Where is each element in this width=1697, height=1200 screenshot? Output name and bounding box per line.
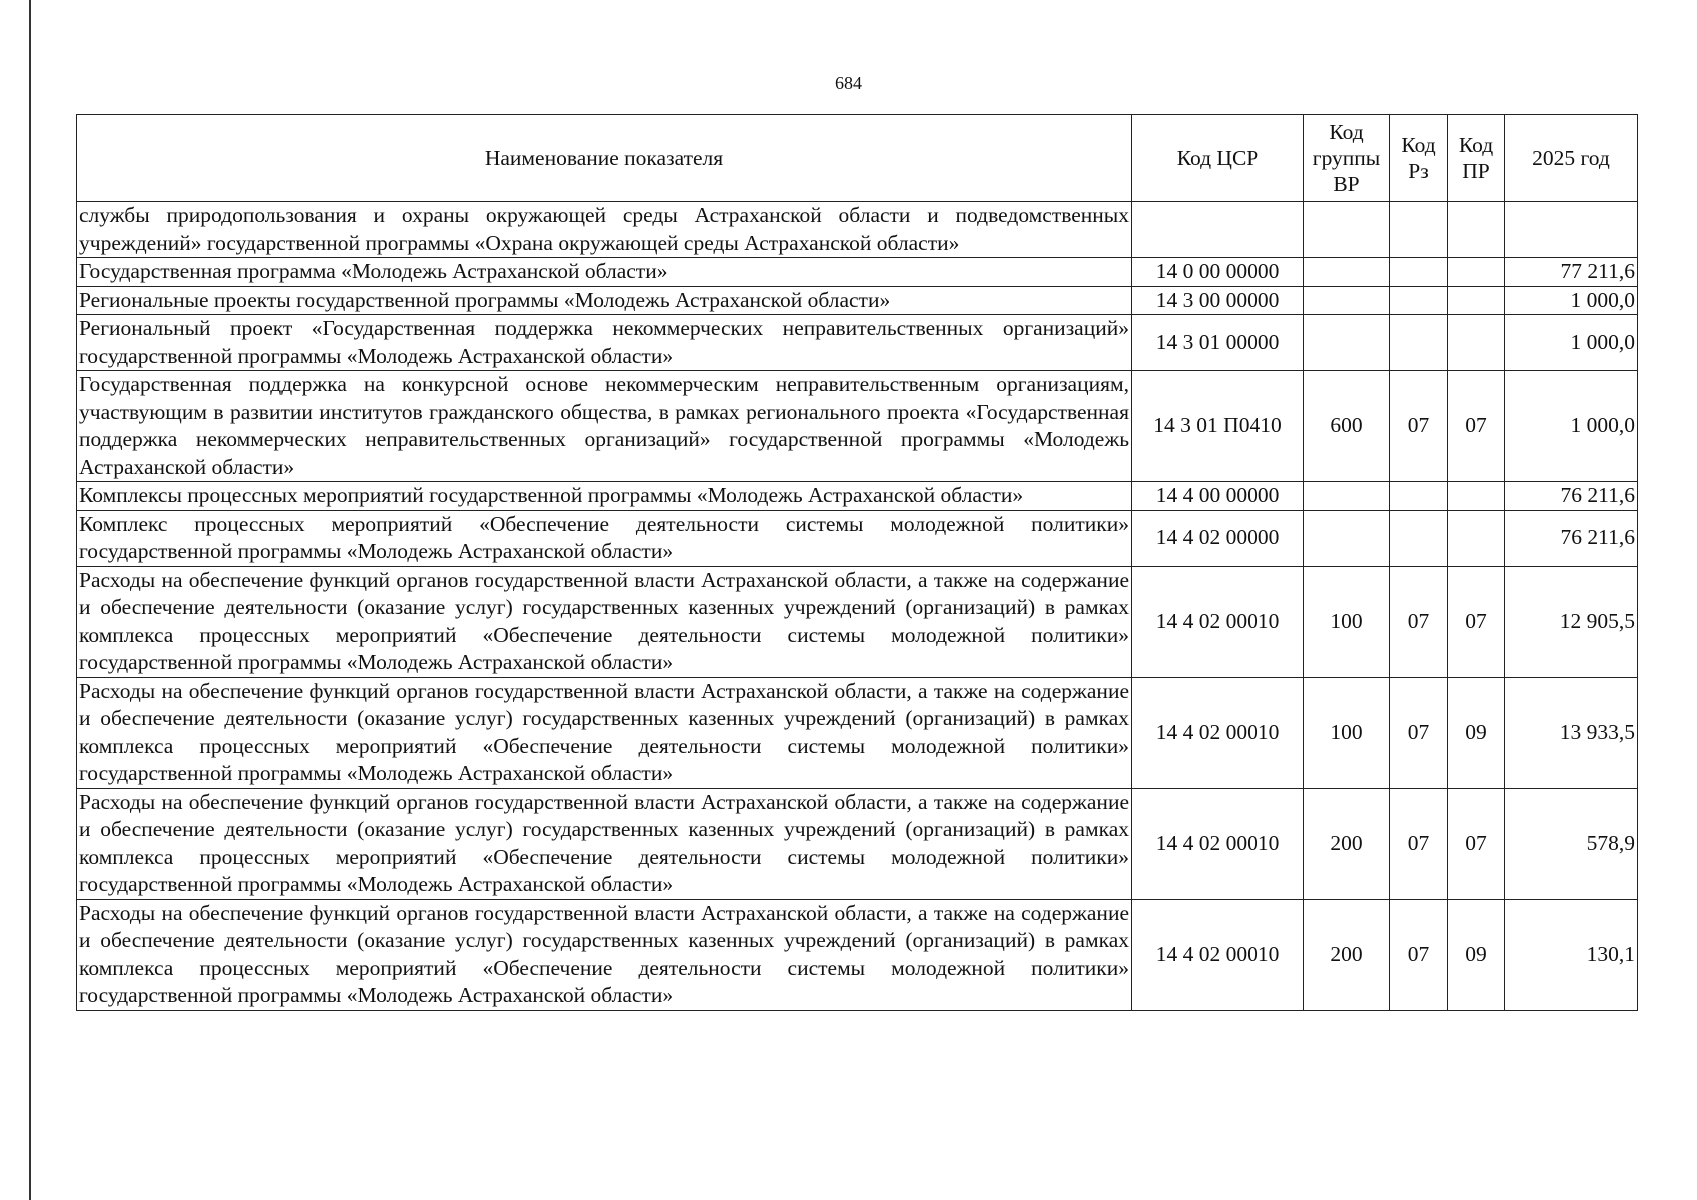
table-row <box>77 371 1638 482</box>
row-amount-cell: 12 905,5 <box>1505 566 1638 677</box>
row-vr-code-cell: 200 <box>1304 788 1390 899</box>
row-name-cell: Расходы на обеспечение функций органов государственной власти Астраханской области, а также на содержание и обеспечение деятельности (оказание услуг) государственных казенных учреждений (организаций) в рамках комплекса процессных мероприятий «Обеспечение деятельности системы молодежной политики» государственной программы «Молодежь Астраханской области» <box>77 677 1132 788</box>
table-row <box>77 510 1638 566</box>
table-row <box>77 566 1638 677</box>
row-pr-code-cell <box>1448 482 1505 511</box>
header-name: Наименование показателя <box>77 115 1132 202</box>
row-rz-code-cell <box>1390 315 1448 371</box>
row-csr-code-cell: 14 3 00 00000 <box>1132 286 1304 315</box>
row-name-cell: Расходы на обеспечение функций органов государственной власти Астраханской области, а также на содержание и обеспечение деятельности (оказание услуг) государственных казенных учреждений (организаций) в рамках комплекса процессных мероприятий «Обеспечение деятельности системы молодежной политики» государственной программы «Молодежь Астраханской области» <box>77 566 1132 677</box>
header-year-2025: 2025 год <box>1505 115 1638 202</box>
row-csr-code-cell: 14 4 00 00000 <box>1132 482 1304 511</box>
row-pr-code-cell <box>1448 202 1505 258</box>
row-rz-code-cell <box>1390 482 1448 511</box>
row-csr-code-cell: 14 4 02 00010 <box>1132 899 1304 1010</box>
row-name-cell: Расходы на обеспечение функций органов государственной власти Астраханской области, а также на содержание и обеспечение деятельности (оказание услуг) государственных казенных учреждений (организаций) в рамках комплекса процессных мероприятий «Обеспечение деятельности системы молодежной политики» государственной программы «Молодежь Астраханской области» <box>77 899 1132 1010</box>
row-amount-cell: 76 211,6 <box>1505 482 1638 511</box>
table-row <box>77 788 1638 899</box>
row-amount-cell: 1 000,0 <box>1505 371 1638 482</box>
row-amount-cell: 77 211,6 <box>1505 258 1638 287</box>
row-pr-code-cell <box>1448 286 1505 315</box>
row-rz-code-cell: 07 <box>1390 566 1448 677</box>
row-rz-code-cell: 07 <box>1390 677 1448 788</box>
header-pr-code: Код ПР <box>1448 115 1505 202</box>
budget-table <box>76 114 1638 1011</box>
row-rz-code-cell: 07 <box>1390 788 1448 899</box>
row-rz-code-cell: 07 <box>1390 899 1448 1010</box>
row-csr-code-cell: 14 4 02 00010 <box>1132 566 1304 677</box>
header-vr-code: Код группы ВР <box>1304 115 1390 202</box>
row-csr-code-cell: 14 3 01 П0410 <box>1132 371 1304 482</box>
header-csr-code: Код ЦСР <box>1132 115 1304 202</box>
row-rz-code-cell <box>1390 258 1448 287</box>
page-number: 684 <box>835 73 862 93</box>
table-row <box>77 899 1638 1010</box>
row-csr-code-cell: 14 4 02 00010 <box>1132 788 1304 899</box>
row-csr-code-cell: 14 4 02 00010 <box>1132 677 1304 788</box>
row-amount-cell: 1 000,0 <box>1505 286 1638 315</box>
row-name-cell: Расходы на обеспечение функций органов государственной власти Астраханской области, а также на содержание и обеспечение деятельности (оказание услуг) государственных казенных учреждений (организаций) в рамках комплекса процессных мероприятий «Обеспечение деятельности системы молодежной политики» государственной программы «Молодежь Астраханской области» <box>77 788 1132 899</box>
table-row <box>77 258 1638 287</box>
row-name-cell: Комплекс процессных мероприятий «Обеспечение деятельности системы молодежной политики» государственной программы «Молодежь Астраханской области» <box>77 510 1132 566</box>
table-body <box>77 202 1638 1011</box>
row-csr-code-cell <box>1132 202 1304 258</box>
row-vr-code-cell: 100 <box>1304 677 1390 788</box>
row-vr-code-cell <box>1304 510 1390 566</box>
row-amount-cell: 1 000,0 <box>1505 315 1638 371</box>
row-name-cell: Государственная поддержка на конкурсной основе некоммерческим неправительственным организациям, участвующим в развитии институтов гражданского общества, в рамках регионального проекта «Государственная поддержка некоммерческих неправительственных организаций» государственной программы «Молодежь Астраханской области» <box>77 371 1132 482</box>
row-vr-code-cell <box>1304 202 1390 258</box>
table-row <box>77 482 1638 511</box>
row-vr-code-cell <box>1304 482 1390 511</box>
row-csr-code-cell: 14 0 00 00000 <box>1132 258 1304 287</box>
row-pr-code-cell: 09 <box>1448 677 1505 788</box>
row-vr-code-cell <box>1304 286 1390 315</box>
row-amount-cell <box>1505 202 1638 258</box>
row-pr-code-cell: 07 <box>1448 788 1505 899</box>
table-row <box>77 677 1638 788</box>
row-name-cell: Региональные проекты государственной программы «Молодежь Астраханской области» <box>77 286 1132 315</box>
row-vr-code-cell: 600 <box>1304 371 1390 482</box>
table-row <box>77 286 1638 315</box>
header-rz-code: Код Рз <box>1390 115 1448 202</box>
row-amount-cell: 76 211,6 <box>1505 510 1638 566</box>
row-vr-code-cell <box>1304 258 1390 287</box>
row-amount-cell: 578,9 <box>1505 788 1638 899</box>
row-vr-code-cell: 200 <box>1304 899 1390 1010</box>
row-vr-code-cell: 100 <box>1304 566 1390 677</box>
row-pr-code-cell <box>1448 315 1505 371</box>
row-name-cell: Государственная программа «Молодежь Астраханской области» <box>77 258 1132 287</box>
row-csr-code-cell: 14 3 01 00000 <box>1132 315 1304 371</box>
row-csr-code-cell: 14 4 02 00000 <box>1132 510 1304 566</box>
row-pr-code-cell <box>1448 510 1505 566</box>
row-name-cell: службы природопользования и охраны окружающей среды Астраханской области и подведомственных учреждений» государственной программы «Охрана окружающей среды Астраханской области» <box>77 202 1132 258</box>
row-name-cell: Региональный проект «Государственная поддержка некоммерческих неправительственных организаций» государственной программы «Молодежь Астраханской области» <box>77 315 1132 371</box>
table-header-row <box>77 115 1638 202</box>
row-rz-code-cell <box>1390 286 1448 315</box>
row-rz-code-cell <box>1390 202 1448 258</box>
row-amount-cell: 130,1 <box>1505 899 1638 1010</box>
page-binding-line <box>29 0 31 1200</box>
row-name-cell: Комплексы процессных мероприятий государственной программы «Молодежь Астраханской области» <box>77 482 1132 511</box>
row-pr-code-cell: 07 <box>1448 566 1505 677</box>
row-pr-code-cell: 07 <box>1448 371 1505 482</box>
row-rz-code-cell: 07 <box>1390 371 1448 482</box>
row-pr-code-cell <box>1448 258 1505 287</box>
row-amount-cell: 13 933,5 <box>1505 677 1638 788</box>
row-vr-code-cell <box>1304 315 1390 371</box>
table-row <box>77 202 1638 258</box>
table-row <box>77 315 1638 371</box>
row-pr-code-cell: 09 <box>1448 899 1505 1010</box>
row-rz-code-cell <box>1390 510 1448 566</box>
